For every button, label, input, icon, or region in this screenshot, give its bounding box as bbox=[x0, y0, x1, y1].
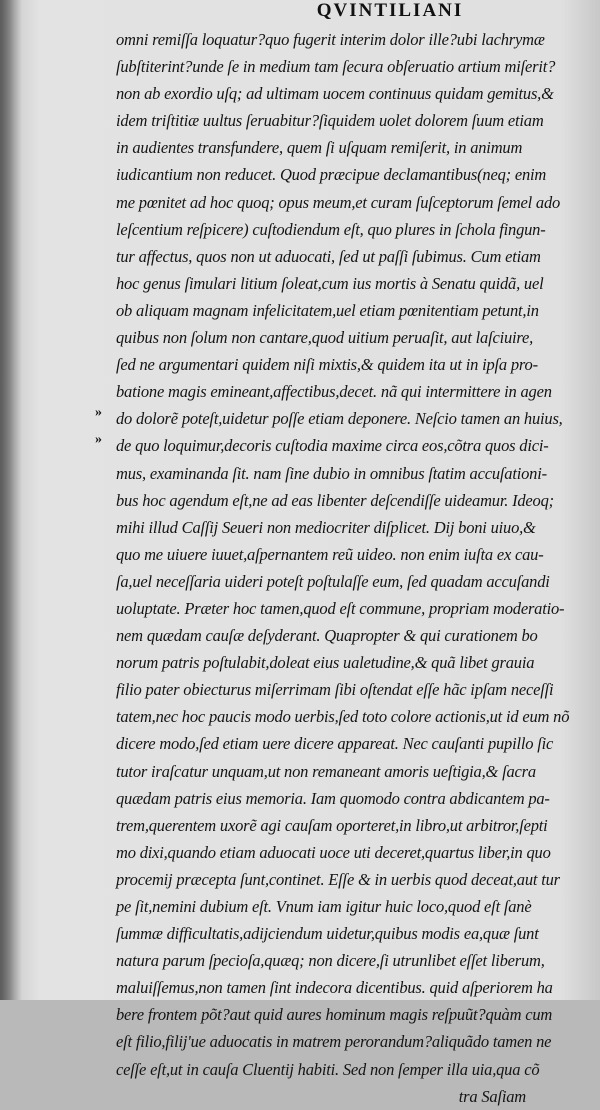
text-line: quædam patris eius memoria. Iam quomodo contra abdicantem pa- bbox=[116, 788, 550, 808]
text-line: mo dixi,quando etiam aduocati uoce uti deceret,quartus liber,in quo bbox=[116, 842, 551, 862]
text-line: trem,querentem uxorẽ agi cauſam oporteret,in libro,ut arbitror,ſepti bbox=[116, 815, 548, 835]
text-line: quo me uiuere iuuet,aſpernantem reũ uideo. non enim iuſta ex cau- bbox=[116, 544, 544, 564]
text-line: procemij præcepta ſunt,continet. Eſſe & in uerbis quod deceat,aut tur bbox=[116, 869, 560, 889]
text-line: ceſſe eſt,ut in cauſa Cluentij habiti. Sed non ſemper illa uia,qua cõ bbox=[116, 1059, 540, 1079]
margin-marker: » bbox=[95, 432, 102, 447]
body-text bbox=[116, 26, 570, 1110]
text-line: batione magis emineant,affectibus,decet. nã qui intermittere in agen bbox=[116, 382, 552, 402]
text-line: nem quædam cauſæ deſyderant. Quapropter & qui curationem bo bbox=[116, 626, 538, 646]
text-line: omni remiſſa loquatur?quo fugerit interim dolor ille?ubi lachrymæ bbox=[116, 30, 545, 49]
text-line: maluiſſemus,non tamen ſint indecora dicentibus. quid aſperiorem ha bbox=[116, 978, 553, 998]
text-line: norum patris poſtulabit,doleat eius ualetudine,& quã libet grauia bbox=[116, 653, 535, 673]
text-line: natura parum ſpecioſa,quæq; non dicere,ſi utrunlibet eſſet liberum, bbox=[116, 951, 545, 971]
text-line: iudicantium non reducet. Quod præcipue declamantibus(neq; enim bbox=[116, 165, 547, 185]
text-line: bere frontem põt?aut quid aures hominum magis reſpuũt?quàm cum bbox=[116, 1005, 553, 1025]
text-line: leſcentium reſpicere) cuſtodiendum eſt, quo plures in ſchola fingun- bbox=[116, 219, 546, 239]
text-line: ob aliquam magnam infelicitatem,uel etiam pœnitentiam petunt,in bbox=[116, 300, 539, 320]
text-line: hoc genus ſimulari litium ſoleat,cum ius mortis à Senatu quidã, uel bbox=[116, 273, 544, 293]
text-line: dicere modo,ſed etiam uere dicere appareat. Nec cauſanti pupillo ſic bbox=[116, 734, 554, 754]
catchword: tra Saſiam bbox=[458, 1086, 526, 1106]
binding-shadow bbox=[0, 0, 22, 1000]
running-title: QVINTILIANI bbox=[316, 0, 464, 21]
text-line: me pœnitet ad hoc quoq; opus meum,et curam ſuſceptorum ſemel ado bbox=[116, 192, 561, 212]
text-line: filio pater obiecturus miſerrimam ſibi oſtendat eſſe hãc ipſam neceſſi bbox=[116, 680, 554, 700]
text-line: pe ſit,nemini dubium eſt. Vnum iam igitur huic loco,quod eſt ſanè bbox=[116, 897, 532, 916]
text-line: idem triſtitiæ uultus ſeruabitur?ſiquidem uolet dolorem ſuum etiam bbox=[116, 111, 544, 131]
text-line: tatem,nec hoc paucis modo uerbis,ſed toto colore actionis,ut id eum nõ bbox=[116, 707, 570, 727]
text-line: quibus non ſolum non cantare,quod uitium peruaſit, aut laſciuire, bbox=[116, 328, 534, 348]
text-line: ſed ne argumentari quidem niſi mixtis,& quidem ita ut in ipſa pro- bbox=[116, 355, 538, 375]
text-line: do dolorẽ poteſt,uidetur poſſe etiam deponere. Neſcio tamen an huius, bbox=[116, 409, 563, 429]
text-line: uoluptate. Præter hoc tamen,quod eſt commune, propriam moderatio- bbox=[116, 598, 565, 618]
text-line: tur affectus, quos non ut aduocati, ſed ut paſſi ſubimus. Cum etiam bbox=[116, 246, 541, 266]
text-line: ſubſtiterint?unde ſe in medium tam ſecura obſeruatio artium miſerit? bbox=[116, 57, 556, 77]
text-line: mus, examinanda ſit. nam ſine dubio in omnibus ſtatim accuſationi- bbox=[116, 463, 547, 483]
margin-marker: » bbox=[95, 405, 102, 420]
text-line: eſt filio,filij'ue aduocatis in matrem perorandum?aliquãdo tamen ne bbox=[116, 1032, 552, 1052]
text-line: non ab exordio uſq; ad ultimam uocem continuus quidam gemitus,& bbox=[116, 84, 554, 104]
text-line: mihi illud Caſſij Seueri non mediocriter diſplicet. Dij boni uiuo,& bbox=[116, 517, 536, 537]
text-line: tutor iraſcatur unquam,ut non remaneant amoris ueſtigia,& ſacra bbox=[116, 761, 536, 781]
text-line: in audientes transfundere, quem ſi uſquam remiſerit, in animum bbox=[116, 138, 523, 158]
text-line: ſa,uel neceſſaria uideri poteſt poſtulaſſe eum, ſed quadam accuſandi bbox=[116, 571, 550, 591]
text-line: ſummæ difficultatis,adijciendum uidetur,quibus modis ea,quæ ſunt bbox=[116, 924, 539, 944]
text-line: bus hoc agendum eſt,ne ad eas libenter deſcendiſſe uideamur. Ideoq; bbox=[116, 490, 554, 510]
text-line: de quo loquimur,decoris cuſtodia maxime circa eos,cõtra quos dici- bbox=[116, 436, 549, 456]
